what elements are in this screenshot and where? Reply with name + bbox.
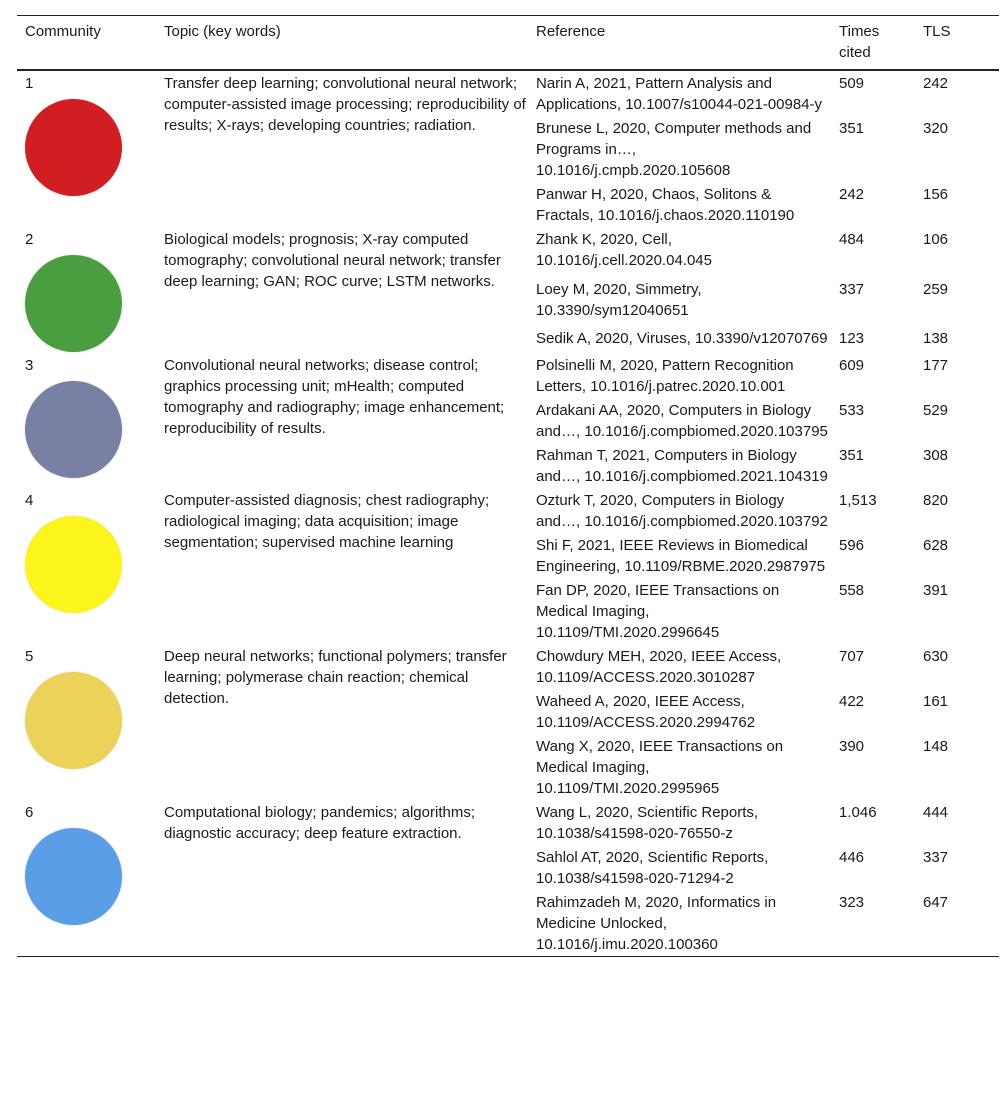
- tls-cell: 820: [923, 492, 949, 509]
- times-cited-cell: 558: [839, 582, 865, 599]
- reference-cell: Zhank K, 2020, Cell, 10.1016/j.cell.2020.04.045: [536, 231, 712, 269]
- reference-cell: Rahimzadeh M, 2020, Informatics in Medicine Unlocked, 10.1016/j.imu.2020.100360: [536, 894, 777, 953]
- reference-cell: Ardakani AA, 2020, Computers in Biology and…, 10.1016/j.compbiomed.2020.103795: [536, 402, 828, 440]
- times-cited-cell: 323: [839, 894, 865, 911]
- times-cited-cell: 390: [839, 738, 865, 755]
- reference-cell: Narin A, 2021, Pattern Analysis and Applications, 10.1007/s10044-021-00984-y: [536, 75, 823, 113]
- header-reference: Reference: [536, 23, 606, 40]
- tls-cell: 242: [923, 75, 949, 92]
- times-cited-cell: 1,513: [839, 492, 877, 509]
- reference-cell: Panwar H, 2020, Chaos, Solitons & Fractals, 10.1016/j.chaos.2020.110190: [536, 186, 795, 224]
- times-cited-cell: 707: [839, 648, 865, 665]
- reference-cell: Chowdury MEH, 2020, IEEE Access, 10.1109/ACCESS.2020.3010287: [536, 648, 782, 686]
- header-row: [17, 16, 999, 71]
- table-row: [17, 644, 999, 689]
- times-cited-cell: 609: [839, 357, 865, 374]
- community-number: 5: [25, 648, 34, 665]
- topic-cell: Convolutional neural networks; disease control; graphics processing unit; mHealth; computed tomography and radiography; image enhancement; reproducibility of results.: [164, 357, 505, 437]
- community-cell: [17, 800, 156, 957]
- tls-cell: 337: [923, 849, 949, 866]
- community-cell: [17, 70, 156, 227]
- times-cited-cell: 242: [839, 186, 865, 203]
- community-color-circle: [25, 381, 122, 478]
- tls-cell: 138: [923, 330, 949, 348]
- reference-cell: Rahman T, 2021, Computers in Biology and…, 10.1016/j.compbiomed.2021.104319: [536, 447, 828, 485]
- community-number: 2: [25, 231, 34, 248]
- reference-cell: Ozturk T, 2020, Computers in Biology and…, 10.1016/j.compbiomed.2020.103792: [536, 492, 828, 530]
- reference-cell: Loey M, 2020, Simmetry, 10.3390/sym12040651: [536, 280, 702, 319]
- community-color-circle: [25, 99, 122, 196]
- times-cited-cell: 446: [839, 849, 865, 866]
- community-number: 4: [25, 492, 34, 509]
- header-community: Community: [25, 23, 101, 40]
- topic-cell: Computer-assisted diagnosis; chest radiography; radiological imaging; data acquisition; image segmentation; supervised machine learning: [164, 492, 490, 551]
- community-color-circle: [25, 672, 122, 769]
- reference-cell: Sahlol AT, 2020, Scientific Reports, 10.1038/s41598-020-71294-2: [536, 849, 769, 887]
- reference-cell: Wang L, 2020, Scientific Reports, 10.1038/s41598-020-76550-z: [536, 804, 759, 842]
- table-row: [17, 70, 999, 116]
- tls-cell: 161: [923, 693, 949, 710]
- community-color-circle: [25, 255, 122, 352]
- tls-cell: 308: [923, 447, 949, 464]
- times-cited-cell: 1.046: [839, 804, 877, 821]
- table-row: [17, 227, 999, 277]
- topic-cell: Biological models; prognosis; X-ray computed tomography; convolutional neural network; transfer deep learning; GAN; ROC curve; LSTM networks.: [164, 231, 501, 290]
- community-cell: [17, 488, 156, 644]
- times-cited-cell: 596: [839, 537, 865, 554]
- times-cited-cell: 123: [839, 330, 865, 348]
- times-cited-cell: 422: [839, 693, 865, 710]
- table-body: [17, 70, 999, 957]
- tls-cell: 156: [923, 186, 949, 203]
- reference-cell: Fan DP, 2020, IEEE Transactions on Medical Imaging, 10.1109/TMI.2020.2996645: [536, 582, 780, 641]
- times-cited-cell: 533: [839, 402, 865, 419]
- times-cited-cell: 351: [839, 447, 865, 464]
- table-row: [17, 488, 999, 533]
- header-tls: TLS: [923, 23, 951, 40]
- community-color-circle: [25, 828, 122, 925]
- topic-cell: Computational biology; pandemics; algorithms; diagnostic accuracy; deep feature extraction.: [164, 804, 475, 842]
- times-cited-cell: 509: [839, 75, 865, 92]
- tls-cell: 529: [923, 402, 949, 419]
- community-number: 1: [25, 75, 34, 92]
- tls-cell: 630: [923, 648, 949, 665]
- header-times-cited: Times cited: [839, 23, 880, 61]
- tls-cell: 647: [923, 894, 949, 911]
- tls-cell: 106: [923, 231, 949, 248]
- topic-cell: Deep neural networks; functional polymers; transfer learning; polymerase chain reaction; chemical detection.: [164, 648, 507, 707]
- reference-cell: Polsinelli M, 2020, Pattern Recognition Letters, 10.1016/j.patrec.2020.10.001: [536, 357, 794, 395]
- topic-cell: Transfer deep learning; convolutional neural network; computer-assisted image processing; reproducibility of results; X-rays; developing countries; radiation.: [164, 75, 526, 134]
- reference-cell: Shi F, 2021, IEEE Reviews in Biomedical Engineering, 10.1109/RBME.2020.2987975: [536, 537, 826, 575]
- table-row: [17, 800, 999, 845]
- tls-cell: 391: [923, 582, 949, 599]
- header-topic: Topic (key words): [164, 23, 281, 40]
- reference-cell: Waheed A, 2020, IEEE Access, 10.1109/ACCESS.2020.2994762: [536, 693, 756, 731]
- table-row: [17, 353, 999, 398]
- reference-cell: Sedik A, 2020, Viruses, 10.3390/v12070769: [536, 330, 828, 348]
- tls-cell: 177: [923, 357, 949, 374]
- community-cell: [17, 227, 156, 353]
- reference-cell: Wang X, 2020, IEEE Transactions on Medical Imaging, 10.1109/TMI.2020.2995965: [536, 738, 784, 797]
- tls-cell: 320: [923, 120, 949, 137]
- community-cell: [17, 353, 156, 488]
- community-number: 6: [25, 804, 34, 821]
- times-cited-cell: 351: [839, 120, 865, 137]
- community-table: [17, 15, 999, 957]
- times-cited-cell: 484: [839, 231, 865, 248]
- tls-cell: 259: [923, 280, 949, 298]
- tls-cell: 628: [923, 537, 949, 554]
- community-number: 3: [25, 357, 34, 374]
- tls-cell: 444: [923, 804, 949, 821]
- reference-cell: Brunese L, 2020, Computer methods and Programs in…, 10.1016/j.cmpb.2020.105608: [536, 120, 812, 179]
- community-cell: [17, 644, 156, 800]
- times-cited-cell: 337: [839, 280, 865, 298]
- tls-cell: 148: [923, 738, 949, 755]
- community-color-circle: [25, 516, 122, 613]
